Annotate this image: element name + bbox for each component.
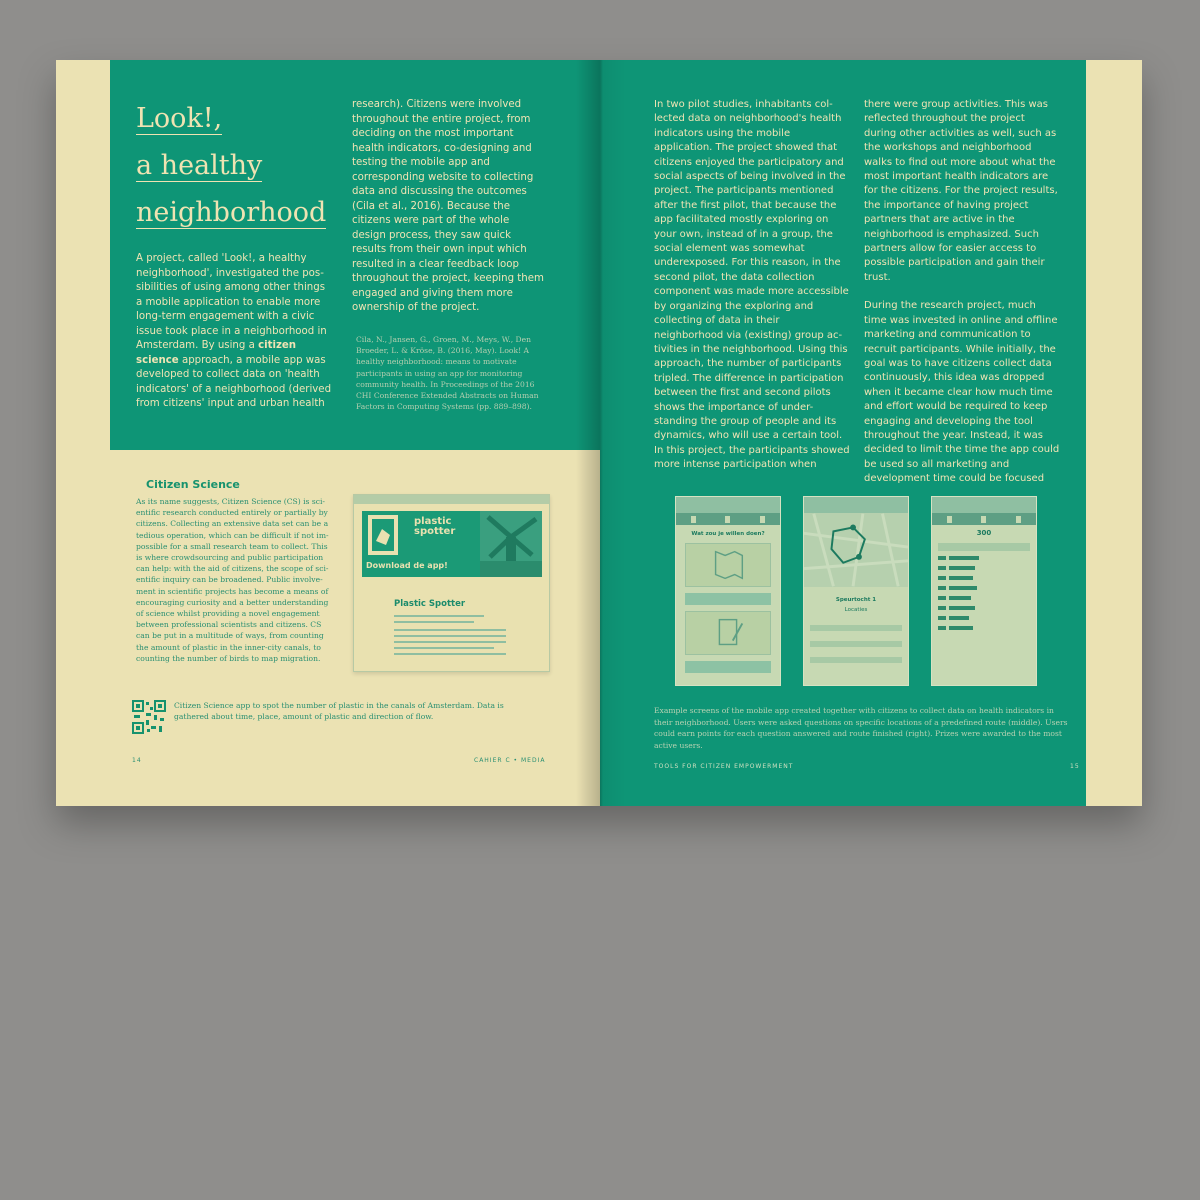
ranking-row xyxy=(938,625,1030,631)
title-line-1: Look!, xyxy=(136,103,223,134)
citizen-science-title: Citizen Science xyxy=(146,478,240,491)
text-line xyxy=(394,653,506,655)
right-column-1: In two pilot studies, inhabitants col-lected data on neighborhood's health indicators using the mobile application. The project showed that citizens enjoyed the participatory and social aspects of being involved in the project. The participants mentioned after the first pilot, that because the app facilitated mostly exploring on your own, instead of in a group, the social element was somewhat underexposed. For this reason, in the second pilot, the data collection component was made more accessible by organizing the exploring and collecting of data in their neighborhood via (existing) group ac-tivities in the neighborhood. Using this approach, the number of participants tripled. The difference in participation between the first and second pilots shows the importance of under-standing the group of people and its dynamics, who will use a certain tool. In this project, the participants showed more intense participation when xyxy=(654,99,850,471)
plastic-spotter-hero xyxy=(362,511,542,577)
app-tabs xyxy=(676,513,780,525)
text-line xyxy=(394,615,484,617)
location-row[interactable] xyxy=(810,657,902,663)
title-line-2: a healthy xyxy=(136,150,263,181)
location-row[interactable] xyxy=(810,641,902,647)
ranking-row xyxy=(938,605,1030,611)
route-subtitle: Locaties xyxy=(844,607,868,613)
location-row[interactable] xyxy=(810,625,902,631)
text-line xyxy=(394,635,506,637)
app-header xyxy=(932,497,1036,513)
right-column-2 xyxy=(864,98,1060,487)
ranking-row xyxy=(938,585,1030,591)
app-header xyxy=(676,497,780,513)
route-button[interactable] xyxy=(685,661,771,673)
route-map xyxy=(804,513,908,587)
app-tabs xyxy=(932,513,1036,525)
right-page xyxy=(600,60,1142,806)
question-text: Wat zou je willen doen? xyxy=(691,531,765,537)
ranking-row xyxy=(938,575,1030,581)
text-line xyxy=(394,629,506,631)
qr-code-icon xyxy=(132,700,166,734)
right-col2-para-1: there were group activities. This was reflected throughout the project during other activities as well, such as the workshops and neighborhood walks to find out more about what the most important health indicators are for the citizens. For the project results, the importance of having project partners that are active in the neighborhood is emphasized. Such partners allow for easier access to possible participation and gain their trust. xyxy=(864,99,1058,283)
map-icon xyxy=(685,543,771,587)
ranking-row xyxy=(938,565,1030,571)
right-cream-strip xyxy=(1086,60,1142,806)
article-title xyxy=(136,98,356,239)
title-line-3: neighborhood xyxy=(136,197,327,228)
running-head-left: CAHIER C • MEDIA xyxy=(474,757,546,764)
text-line xyxy=(394,621,474,623)
left-column-2: research). Citizens were involved throughout the entire project, from deciding on the most important health indicators, co-designing and testing the mobile app and corresponding website to collecting data and discussing the outcomes (Cila et al., 2016). Because the citizens were part of the whole design process, they saw quick results from their own input which resulted in a clear feedback loop throughout the project, keeping them engaged and giving them more ownership of the project. xyxy=(352,99,544,313)
text-line xyxy=(394,647,494,649)
intro-paragraph xyxy=(136,252,334,412)
running-head-right: TOOLS FOR CITIZEN EMPOWERMENT xyxy=(654,763,794,770)
windmill-photo-icon xyxy=(480,511,542,577)
page-number-right: 15 xyxy=(1070,763,1080,770)
notepad-icon xyxy=(685,611,771,655)
intro-text-a: A project, called 'Look!, a healthy neighborhood', investigated the pos-sibilities of using among other things a mobile application to enable more long-term engagement with a civic issue took place in a neighborhood in Amsterdam. By using a xyxy=(136,253,327,351)
score-value: 300 xyxy=(976,529,992,537)
intro-text-b: approach, a mobile app was developed to collect data on 'health indicators' of a neighborhood (derived from citizens' input and urban health xyxy=(136,354,332,409)
qr-caption: Citizen Science app to spot the number of plastic in the canals of Amsterdam. Data is gathered about time, place, amount of plastic and direction of flow. xyxy=(174,701,504,721)
app-screen-ranking xyxy=(931,496,1037,686)
route-title: Speurtocht 1 xyxy=(835,597,877,603)
tab-switch[interactable] xyxy=(938,543,1030,551)
plastic-spotter-screenshot xyxy=(353,494,550,672)
screens-caption: Example screens of the mobile app created together with citizens to collect data on health indicators in their neighborhood. Users were asked questions on specific locations of a predefined route (middle). Users could earn points for each question answered and route finished (right). Prizes were awarded to the most active users. xyxy=(654,706,1068,750)
browser-bar xyxy=(354,495,549,504)
plastic-spotter-app-name: Plastic Spotter xyxy=(394,599,466,609)
ranking-row xyxy=(938,555,1030,561)
plastic-spotter-logo-icon xyxy=(362,511,414,559)
ranking-row xyxy=(938,615,1030,621)
left-page xyxy=(56,60,600,806)
reference: Cila, N., Jansen, G., Groen, M., Meys, W., Den Broeder, L. & Kröse, B. (2016, May). Look! A healthy neighborhood: means to motivate participants in using an app for monitoring community health. In Proceedings of the 2016 CHI Conference Extended Abstracts on Human Factors in Computing Systems (pp. 889–898). xyxy=(356,335,539,412)
app-header xyxy=(804,497,908,513)
right-col2-para-2: During the research project, much time was invested in online and offline marketing and communication to recruit participants. While initially, the goal was to have citizens collect data continuously, this idea was dropped when it became clear how much time and effort would be required to keep engaging and developing the tool throughout the year. Instead, it was decided to limit the time the app could be used so all marketing and development time could be focused xyxy=(864,300,1060,485)
page-number-left: 14 xyxy=(132,757,142,764)
open-magazine xyxy=(56,60,1142,806)
download-app-text: Download de app! xyxy=(366,561,448,570)
text-line xyxy=(394,641,506,643)
intro-bold: citizen science xyxy=(136,340,297,366)
plastic-spotter-brand: plastic spotter xyxy=(414,516,456,537)
ranking-row xyxy=(938,595,1030,601)
explore-button[interactable] xyxy=(685,593,771,605)
app-screen-home xyxy=(675,496,781,686)
app-screen-route xyxy=(803,496,909,686)
citizen-science-body: As its name suggests, Citizen Science (CS) is sci-entific research conducted entirely or partially by citizens. Collecting an extensive data set can be a tedious operation, which can be difficult if not im-possible for a small research team to collect. This is where crowdsourcing and public participation can help: with the aid of citizens, the scope of sci-entific inquiry can be broadened. Public involve-ment in scientific projects has become a means of encouraging curiosity and a better understanding of science whilst providing a novel engagement between professional scientists and citizens. CS can be put in a multitude of ways, from counting the amount of plastic in the inner-city canals, to counting the number of birds to map migration. xyxy=(136,497,329,663)
